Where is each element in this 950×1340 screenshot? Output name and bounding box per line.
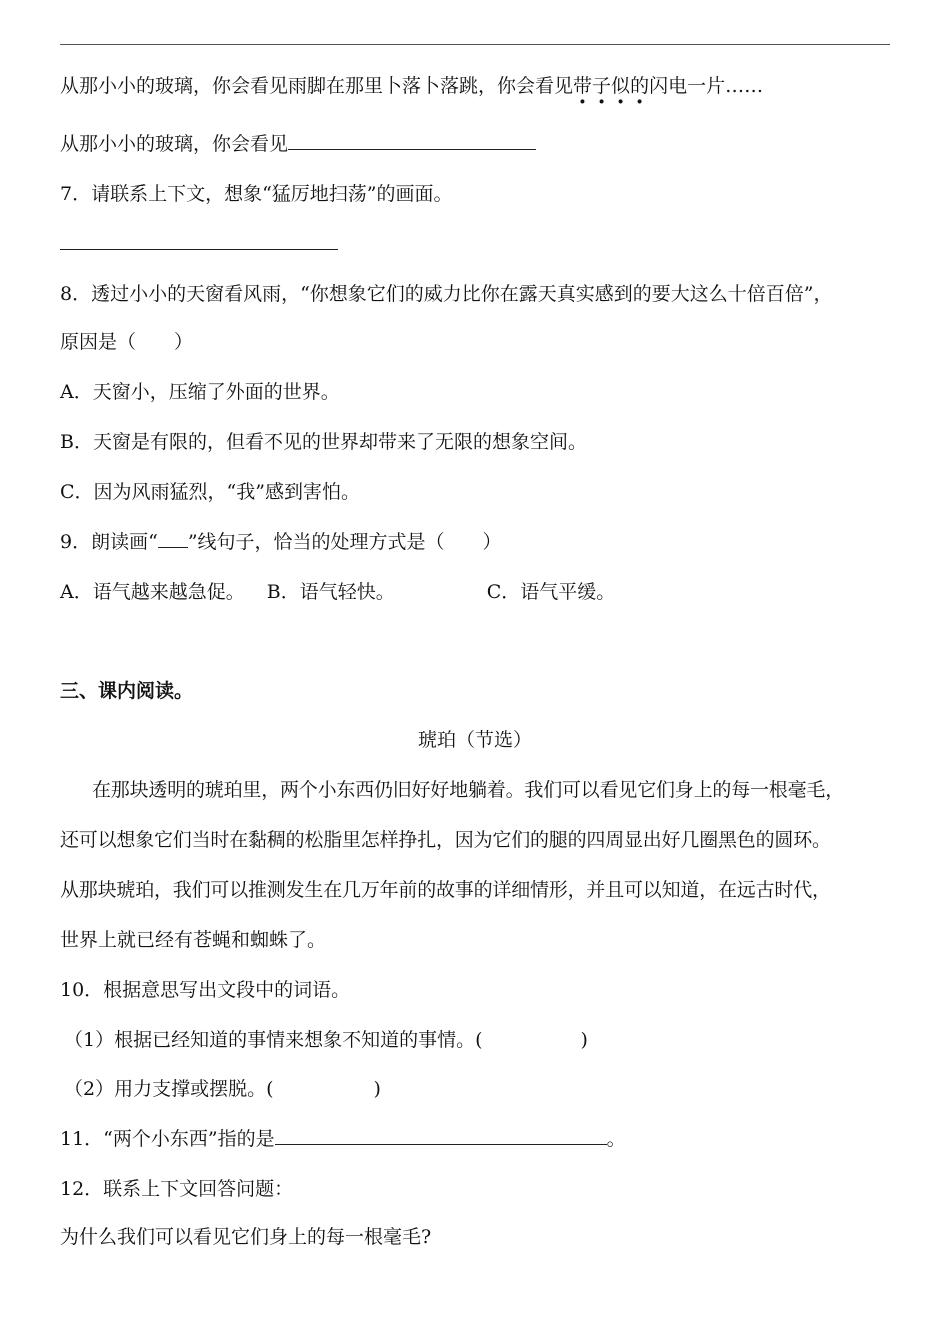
dotted-char: 的 xyxy=(630,75,650,97)
question-9-suffix: ”线句子，恰当的处理方式是（ ） xyxy=(187,531,502,553)
passage-text: 从那小小的玻璃，你会看见雨脚在那里卜落卜落跳，你会看见 xyxy=(60,75,574,97)
dotted-char: 子 xyxy=(592,75,612,97)
option-a[interactable]: A．语气越来越急促。 xyxy=(60,581,245,603)
question-10-text: 10．根据意思写出文段中的词语。 xyxy=(60,979,351,1001)
passage-tail: 闪电一片…… xyxy=(649,75,764,97)
question-8-cont xyxy=(60,329,193,355)
question-12-prompt xyxy=(60,1224,431,1250)
paragraph-text: 从那块琥珀，我们可以推测发生在几万年前的故事的详细情形，并且可以知道，在远古时代， xyxy=(60,879,831,901)
paragraph-line xyxy=(60,877,831,903)
paragraph-text: 世界上就已经有苍蝇和蜘蛛了。 xyxy=(60,929,327,951)
question-9 xyxy=(60,529,502,555)
dotted-char: 带 xyxy=(573,75,593,97)
option-label: A．天窗小，压缩了外面的世界。 xyxy=(60,381,340,403)
question-11-text: 11．“两个小东西”指的是 xyxy=(60,1128,275,1150)
paragraph-line xyxy=(92,777,844,803)
option-c[interactable]: C．语气平缓。 xyxy=(486,581,616,603)
item-text: （1）根据已经知道的事情来想象不知道的事情。( xyxy=(64,1029,483,1051)
question-10 xyxy=(60,977,350,1003)
question-8-text-cont: 原因是（ ） xyxy=(60,331,194,353)
section-heading xyxy=(60,678,193,704)
question-12 xyxy=(60,1176,293,1202)
question-7-answer xyxy=(60,231,338,257)
answer-blank[interactable] xyxy=(60,231,338,250)
paragraph-text: 还可以想象它们当时在黏稠的松脂里怎样挣扎，因为它们的腿的四周显出好几圈黑色的圆环。 xyxy=(60,829,831,851)
paragraph-text: 在那块透明的琥珀里，两个小东西仍旧好好地躺着。我们可以看见它们身上的每一根毫毛， xyxy=(92,779,845,801)
dotted-char: 似 xyxy=(611,75,631,97)
passage-title-text: 琥珀（节选） xyxy=(417,729,532,751)
option-label: B．天窗是有限的，但看不见的世界却带来了无限的想象空间。 xyxy=(60,431,587,453)
answer-blank[interactable] xyxy=(275,1126,607,1145)
question-12-text: 12．联系上下文回答问题： xyxy=(60,1178,294,1200)
imitation-line xyxy=(60,131,536,157)
underline-sample xyxy=(158,533,188,548)
question-9-options xyxy=(60,579,615,605)
question-11-suffix: 。 xyxy=(606,1128,626,1150)
question-8 xyxy=(60,281,833,307)
passage-title xyxy=(0,727,950,753)
option-b[interactable]: B．语气轻快。 xyxy=(266,581,395,603)
option-c[interactable] xyxy=(60,479,360,505)
question-11 xyxy=(60,1126,626,1152)
close-paren: ) xyxy=(373,1078,381,1100)
question-9-prefix: 9．朗读画“ xyxy=(60,531,158,553)
question-7-text: 7．请联系上下文，想象“猛厉地扫荡”的画面。 xyxy=(60,183,453,205)
paragraph-line xyxy=(60,927,326,953)
imitation-text: 从那小小的玻璃，你会看见 xyxy=(60,133,289,155)
option-a[interactable] xyxy=(60,379,340,405)
option-b[interactable] xyxy=(60,429,587,455)
close-paren: ) xyxy=(580,1029,588,1051)
question-7 xyxy=(60,181,453,207)
option-label: C．因为风雨猛烈，“我”感到害怕。 xyxy=(60,481,360,503)
paragraph-line xyxy=(60,827,831,853)
question-10-item-1 xyxy=(64,1027,588,1053)
question-12-question: 为什么我们可以看见它们身上的每一根毫毛? xyxy=(60,1226,432,1248)
item-text: （2）用力支撑或摆脱。( xyxy=(64,1078,274,1100)
answer-blank[interactable] xyxy=(288,131,536,150)
section-heading-text: 三、课内阅读。 xyxy=(60,680,194,702)
question-8-text: 8．透过小小的天窗看风雨，“你想象它们的威力比你在露天真实感到的要大这么十倍百倍”， xyxy=(60,283,833,305)
passage-line xyxy=(60,73,763,99)
question-10-item-2 xyxy=(64,1076,381,1102)
top-rule xyxy=(60,44,890,45)
